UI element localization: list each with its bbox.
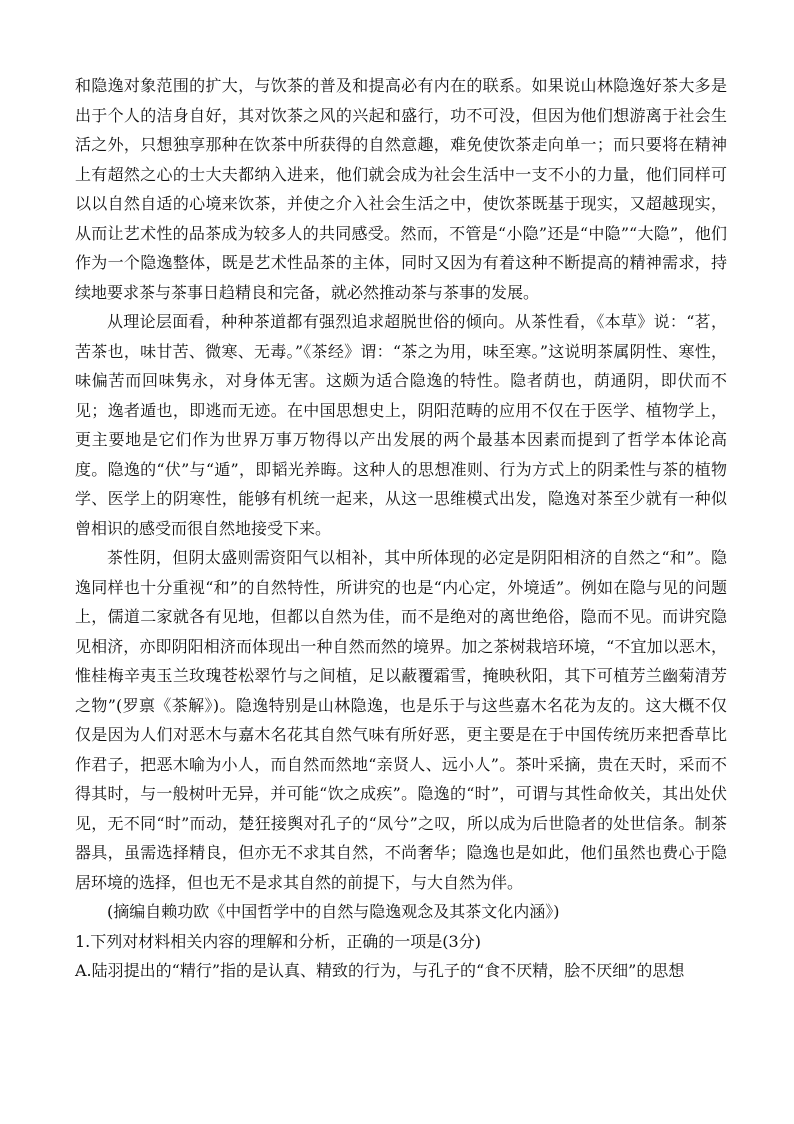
source-citation: (摘编自赖功欧《中国哲学中的自然与隐逸观念及其茶文化内涵》)	[107, 902, 560, 921]
paragraph-2: 从理论层面看，种种茶道都有强烈追求超脱世俗的倾向。从茶性看，《本草》说：“茗，苦茶也，味甘苦、微寒、无毒。”《茶经》谓：“茶之为用，味至寒。”这说明茶属阴性、寒性，味偏苦而回味隽永，对身体无害。这颇为适合隐逸的特性。隐者荫也，荫通阴，即伏而不见；逸者遁也，即逃而无迹。在中国思想史上，阴阳范畴的应用不仅在于医学、植物学上，更主要地是它们作为世界万事万物得以产出发展的两个最基本因素而提到了哲学本体论高度。隐逸的“伏”与“遁”，即韬光养晦。这种人的思想准则、行为方式上的阴柔性与茶的植物学、医学上的阴寒性，能够有机统一起来，从这一思维模式出发，隐逸对茶至少就有一种似曾相识的感受而很自然地接受下来。	[75, 312, 727, 538]
paragraph-3: 茶性阴，但阴太盛则需资阳气以相补，其中所体现的必定是阴阳相济的自然之“和”。隐逸同样也十分重视“和”的自然特性，所讲究的也是“内心定，外境适”。例如在隐与见的问题上，儒道二家就各有见地，但都以自然为佳，而不是绝对的离世绝俗，隐而不见。而讲究隐见相济，亦即阴阳相济而体现出一种自然而然的境界。加之茶树栽培环境，“不宜加以恶木，惟桂梅辛夷玉兰玫瑰苍松翠竹与之间植，足以蔽覆霜雪，掩映秋阳，其下可植芳兰幽菊清芳之物”(罗禀《茶解》)。隐逸特别是山林隐逸，也是乐于与这些嘉木名花为友的。这大概不仅仅是因为人们对恶木与嘉木名花其自然气味有所好恶，更主要是在于中国传统历来把香草比作君子，把恶木喻为小人，而自然而然地“亲贤人、远小人”。茶叶采摘，贵在天时，采而不得其时，与一般树叶无异，并可能“饮之成疾”。隐逸的“时”，可谓与其性命攸关，其出处伏见，无不同“时”而动，楚狂接舆对孔子的“凤兮”之叹，所以成为后世隐者的处世信条。制茶器具，虽需选择精良，但亦无不求其自然，不尚奢华；隐逸也是如此，他们虽然也费心于隐居环境的选择，但也无不是求其自然的前提下，与大自然为伴。	[75, 548, 727, 892]
document-page	[75, 71, 727, 986]
question-1: 1.下列对材料相关内容的理解和分析，正确的一项是(3分)	[75, 931, 481, 951]
option-a: A.陆羽提出的“精行”指的是认真、精致的行为，与孔子的“食不厌精，脍不厌细”的思想	[75, 961, 685, 980]
paragraph-1: 和隐逸对象范围的扩大，与饮茶的普及和提高必有内在的联系。如果说山林隐逸好茶大多是出于个人的洁身自好，其对饮茶之风的兴起和盛行，功不可没，但因为他们想游离于社会生活之外，只想独享那种在饮茶中所获得的自然意趣，难免使饮茶走向单一；而只要将在精神上有超然之心的士大夫都纳入进来，他们就会成为社会生活中一支不小的力量，他们同样可以以自然自适的心境来饮茶，并使之介入社会生活之中，使饮茶既基于现实，又超越现实，从而让艺术性的品茶成为较多人的共同感受。然而，不管是“小隐”还是“中隐”“大隐”，他们作为一个隐逸整体，既是艺术性品茶的主体，同时又因为有着这种不断提高的精神需求，持续地要求茶与茶事日趋精良和完备，就必然推动茶与茶事的发展。	[75, 76, 727, 302]
